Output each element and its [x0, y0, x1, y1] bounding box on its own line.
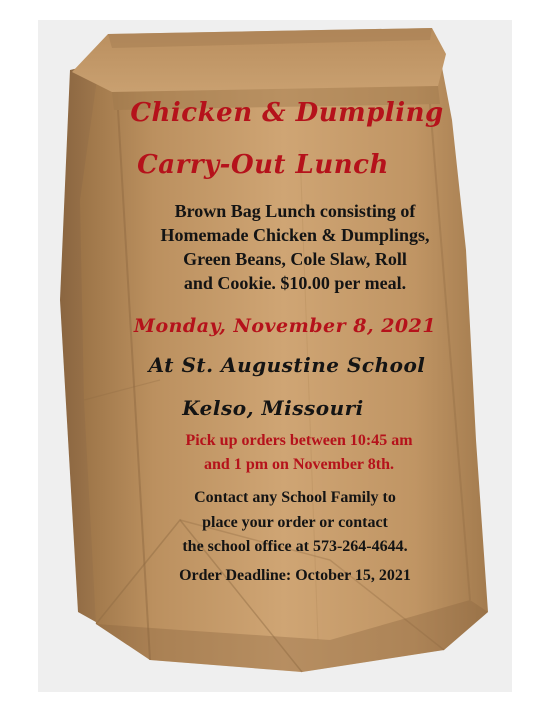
- location-line-2: Kelso, Missouri: [182, 396, 364, 420]
- pickup-line-2: and 1 pm on November 8th.: [204, 456, 394, 473]
- title-line-1: Chicken & Dumpling: [130, 98, 444, 128]
- pickup-line-1: Pick up orders between 10:45 am: [185, 432, 413, 449]
- contact-line-1: Contact any School Family to: [194, 489, 396, 506]
- contact-line-2: place your order or contact: [202, 514, 388, 531]
- description-line-2: Homemade Chicken & Dumplings,: [160, 225, 430, 245]
- description-line-3: Green Beans, Cole Slaw, Roll: [183, 249, 407, 269]
- description-line-1: Brown Bag Lunch consisting of: [174, 201, 416, 221]
- event-date: Monday, November 8, 2021: [133, 315, 437, 337]
- contact-line-3: the school office at 573-264-4644.: [182, 538, 408, 555]
- description-line-4: and Cookie. $10.00 per meal.: [183, 273, 407, 293]
- order-deadline: Order Deadline: October 15, 2021: [179, 567, 411, 584]
- title-line-2: Carry-Out Lunch: [137, 150, 389, 180]
- location-line-1: At St. Augustine School: [148, 353, 426, 377]
